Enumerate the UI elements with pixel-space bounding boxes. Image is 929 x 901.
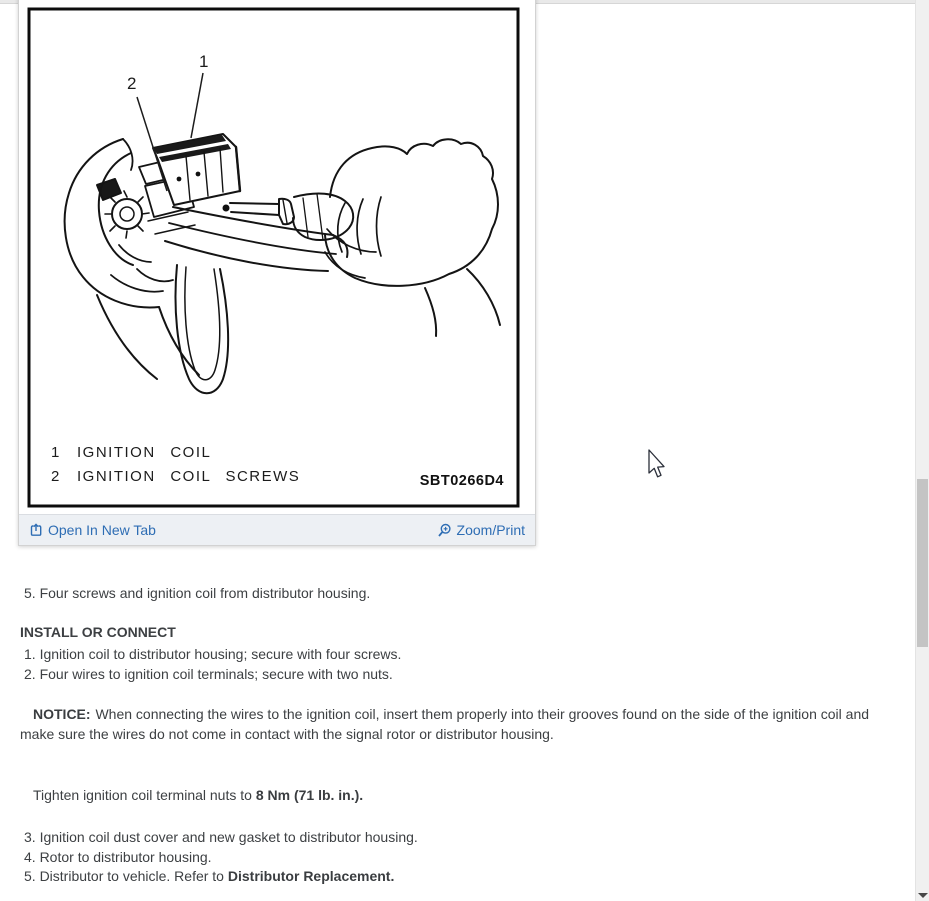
zoom-print-label[interactable]: Zoom/Print <box>456 522 525 538</box>
legend-1-label: IGNITION COIL <box>77 444 212 461</box>
diagram-frame <box>29 9 518 506</box>
notice-line-2: make sure the wires do not come in contact with the signal rotor or distributor housing. <box>20 726 554 742</box>
notice-label: NOTICE: <box>33 706 91 722</box>
legend-1-num: 1 <box>51 444 61 461</box>
vertical-scrollbar[interactable] <box>915 0 929 901</box>
remove-step-5: 5. Four screws and ignition coil from distributor housing. <box>24 585 371 601</box>
step-5-prefix: 5. Distributor to vehicle. Refer to <box>24 868 228 884</box>
torque-prefix: Tighten ignition coil terminal nuts to <box>33 787 256 803</box>
mouse-cursor <box>648 449 666 483</box>
scrollbar-thumb[interactable] <box>917 479 928 647</box>
torque-value: 8 Nm (71 lb. in.). <box>255 787 364 803</box>
legend-2-num: 2 <box>51 468 61 485</box>
zoom-in-icon[interactable] <box>437 523 452 538</box>
install-step-5 <box>24 868 394 885</box>
callout-1: 1 <box>199 52 209 71</box>
install-step-2: 2. Four wires to ignition coil terminals; secure with two nuts. <box>24 666 393 682</box>
install-step-4: 4. Rotor to distributor housing. <box>24 849 212 865</box>
ignition-coil-diagram <box>27 7 521 510</box>
notice-text-1: When connecting the wires to the ignition coil, insert them properly into their grooves found on the side of the ignition coil and <box>91 706 870 722</box>
legend-2-label: IGNITION COIL SCREWS <box>77 468 301 485</box>
distributor-replacement-ref: Distributor Replacement. <box>227 868 395 884</box>
notice-line-1 <box>33 706 869 723</box>
zoom-print-link[interactable] <box>437 522 525 538</box>
scrollbar-down-arrow-icon[interactable] <box>918 893 928 898</box>
open-in-new-tab-icon[interactable] <box>29 523 43 537</box>
torque-spec-line <box>33 787 363 804</box>
section-title-install: INSTALL OR CONNECT <box>20 624 176 640</box>
figure-code: SBT0266D4 <box>419 473 504 489</box>
install-step-1: 1. Ignition coil to distributor housing; secure with four screws. <box>24 646 402 662</box>
open-in-new-tab-label[interactable]: Open In New Tab <box>48 522 156 538</box>
callout-2: 2 <box>127 74 137 93</box>
install-step-3: 3. Ignition coil dust cover and new gasket to distributor housing. <box>24 829 418 845</box>
figure-card <box>18 0 536 546</box>
figure-toolbar <box>19 514 535 545</box>
open-in-new-tab-link[interactable] <box>29 522 156 538</box>
